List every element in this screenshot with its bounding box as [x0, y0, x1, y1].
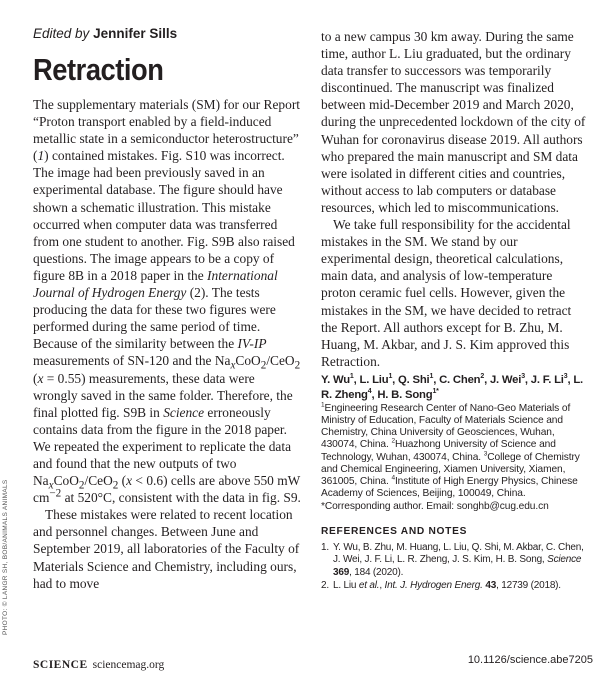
footer-site[interactable]: sciencemag.org [92, 659, 165, 671]
author-list: Y. Wu$^1$, L. Liu$^1$, Q. Shi$^1$, C. Chen$^2$, J. Wei$^3$, J. F. Li$^3$, L. R. Zheng$^4$, H. B. Song$^{1*}$ [321, 373, 583, 401]
article-body-left [33, 96, 301, 592]
corresponding-author[interactable]: *Corresponding author. Email: songhb@cug.edu.cn [321, 500, 549, 512]
footer-brand: SCIENCE [33, 659, 88, 671]
article-body-right [321, 28, 589, 593]
paragraph-2-left: These mistakes were related to recent location and personnel changes. Between June and September 2019, all laboratories of the Faculty of Materials Science and Chemistry, including ours, had to move [33, 507, 300, 591]
paragraph-3: We take full responsibility for the accidental mistakes in the SM. We stand by our experimental design, theoretical calculations, main data, and analysis of low-temperature proton ceramic fuel cells. However, given the mistakes in the SM, we have decided to retract the Report. All authors except for B. Zhu, M. Huang, M. Akbar, and J. S. Kim approved this Retraction. [321, 217, 572, 369]
reference-item[interactable]: 1. Y. Wu, B. Zhu, M. Huang, L. Liu, Q. Shi, M. Akbar, C. Chen, J. Wei, J. F. Li, L. R. Zheng, J. S. Kim, H. B. Song, Science 369, 184 (2020). [321, 541, 584, 578]
reference-item[interactable]: 2. L. Liu et al., Int. J. Hydrogen Energ. 43, 12739 (2018). [321, 579, 561, 591]
doi-link[interactable]: 10.1126/science.abe7205 [467, 654, 593, 666]
edited-by-prefix: Edited by [33, 26, 90, 41]
editor-name: Jennifer Sills [93, 26, 178, 41]
photo-credit: PHOTO: © LANGR SH, BOB/ANIMALS ANIMALS [2, 479, 9, 635]
ref-1-citation[interactable]: 1 [37, 148, 45, 164]
references-heading: REFERENCES AND NOTES [321, 525, 468, 537]
edited-by [33, 26, 177, 41]
paragraph-1: The supplementary materials (SM) for our Report “Proton transport enabled by a field-induced metallic state in a semiconductor heterostructure” (1) contained mistakes. Fig. S10 was incorrect. The image had been previously saved in an experimental database. The figure should have shown a schematic illustration. This mistake occurred when computer data was transferred from one student to another. Fig. S9B also raised questions. The image appears to be a copy of figure 8B in a 2018 paper in the International Journal of Hydrogen Energy (2). The tests producing the data for these two figures were performed during the same period of time. Because of the similarity between the IV-IP measurements of SN-120 and the $Na_xCoO_2/CeO_2$ (x = 0.55) measurements, these data were wrongly saved in the same folder. Therefore, the final plotted fig. S9B in Science erroneously contains data from the figure in the 2018 paper. We repeated the experiment to replicate the data and found that the new outputs of two $Na_xCoO_2/CeO_2$ (x < 0.6) cells are above 550 mW $cm^{-2}$ at 520°C, consistent with the data in fig. S9. [33, 97, 301, 506]
paragraph-2-right: to a new campus 30 km away. During the same time, author L. Liu graduated, but the ordinary data transfer to successors was temporarily discontinued. The manuscript was finalized between mid-December 2019 and March 2020, during the unprecedented lockdown of the city of Wuhan for coronavirus disease 2019. All authors who prepared the main manuscript and SM data were isolated in different cities and countries, without access to lab computers or database resources, which led to miscommunications. [321, 29, 586, 215]
page-title: Retraction [33, 52, 164, 87]
page-footer [33, 659, 164, 671]
affiliations: $^1$Engineering Research Center of Nano-Geo Materials of Ministry of Education, Faculty of Materials Science and Chemistry, China University of Geosciences, Wuhan, 430074, China. $^2$Huazhong University of Science and Technology, Wuhan, 430074, China. $^3$College of Chemistry and Chemical Engineering, Xiamen University, Xiamen, 361005, China. $^4$Institute of High Energy Physics, Chinese Academy of Sciences, Beijing, 100049, China. *Corresponding author. Email: songhb@cug.edu.cn [321, 401, 580, 512]
references-list [321, 542, 589, 593]
